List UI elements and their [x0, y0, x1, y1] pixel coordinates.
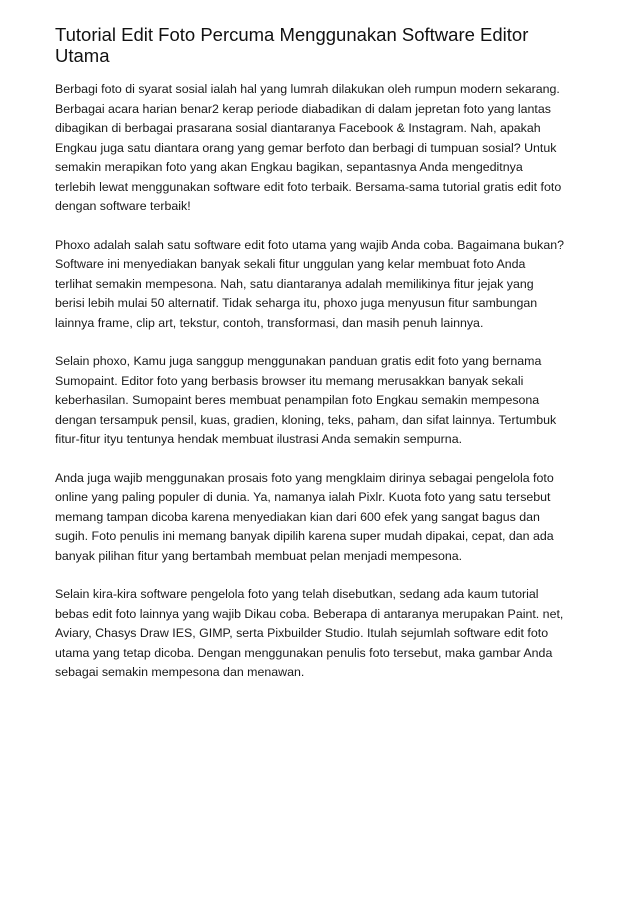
title-line: Utama	[55, 45, 110, 66]
paragraph-5	[55, 585, 595, 683]
text-line: dengan tersampuk pensil, kuas, gradien, kloning, teks, paham, dan sifat lainnya. Tertumbuk	[55, 412, 557, 427]
page-title	[55, 24, 595, 66]
text-line: dengan software terbaik!	[55, 199, 191, 213]
text-line: online yang paling populer di dunia. Ya, namanya ialah Pixlr. Kuota foto yang satu tersebut	[55, 490, 551, 504]
text-line: Software ini menyediakan banyak sekali fitur unggulan yang kelar membuat foto Anda	[55, 257, 526, 271]
text-line: terlebih lewat menggunakan software edit foto terbaik. Bersama-sama tutorial gratis edit foto	[55, 179, 562, 194]
paragraph-4	[55, 469, 595, 567]
text-line: Engkau juga satu diantara orang yang gemar berfoto dan berbagi di tumpuan sosial? Untuk	[55, 140, 557, 155]
text-line: Sumopaint. Editor foto yang berbasis browser itu memang merusakkan banyak sekali	[55, 373, 524, 388]
text-line: berisi lebih mulai 50 alternatif. Tidak seharga itu, phoxo juga menyusun fitur sambungan	[55, 296, 538, 310]
text-line: Berbagai acara harian benar2 kerap periode diabadikan di dalam jepretan foto yang lantas	[55, 101, 551, 116]
text-line: semakin merapikan foto yang akan Engkau bagikan, sepantasnya Anda mengeditnya	[55, 160, 523, 174]
text-line: Selain kira-kira software pengelola foto yang telah disebutkan, sedang ada kaum tutorial	[55, 587, 539, 601]
text-line: bebas edit foto lainnya yang wajib Dikau coba. Beberapa di antaranya merupakan Paint. net,	[55, 606, 564, 621]
text-line: Aviary, Chasys Draw IES, GIMP, serta Pixbuilder Studio. Itulah sejumlah software edit foto	[55, 626, 549, 640]
text-line: dibagikan di berbagai prasarana sosial diantaranya Facebook & Instagram. Nah, apakah	[55, 121, 541, 135]
paragraph-1	[55, 80, 595, 217]
text-line: Phoxo adalah salah satu software edit foto utama yang wajib Anda coba. Bagaimana bukan?	[55, 237, 565, 252]
text-line: lainnya frame, clip art, tekstur, contoh, transformasi, dan masih penuh lainnya.	[55, 315, 484, 330]
document-page	[55, 24, 595, 702]
text-line: fitur-fitur ityu tentunya hendak membuat ilustrasi Anda semakin sempurna.	[55, 432, 463, 446]
text-line: Berbagi foto di syarat sosial ialah hal yang lumrah dilakukan oleh rumpun modern sekarang.	[55, 82, 560, 96]
text-line: terlihat semakin mempesona. Nah, satu diantaranya adalah memilikinya fitur jejak yang	[55, 276, 534, 291]
text-line: utama yang tetap dicoba. Dengan menggunakan penulis foto tersebut, maka gambar Anda	[55, 645, 553, 660]
text-line: banyak pilihan fitur yang bertambah membuat pelan menjadi mempesona.	[55, 548, 463, 563]
text-line: sebagai semakin mempesona dan menawan.	[55, 665, 305, 679]
text-line: keberhasilan. Sumopaint beres membuat penampilan foto Engkau semakin mempesona	[55, 393, 540, 407]
text-line: sugih. Foto penulis ini memang banyak dipilih karena super mudah dipakai, cepat, dan ada	[55, 529, 554, 543]
paragraph-3	[55, 352, 595, 450]
text-line: memang tampan dicoba karena menyediakan kian dari 600 efek yang sangat bagus dan	[55, 509, 540, 524]
paragraph-2	[55, 236, 595, 334]
title-line: Tutorial Edit Foto Percuma Menggunakan Software Editor	[55, 24, 529, 45]
text-line: Anda juga wajib menggunakan prosais foto yang mengklaim dirinya sebagai pengelola foto	[55, 470, 554, 485]
text-line: Selain phoxo, Kamu juga sanggup menggunakan panduan gratis edit foto yang bernama	[55, 354, 542, 368]
